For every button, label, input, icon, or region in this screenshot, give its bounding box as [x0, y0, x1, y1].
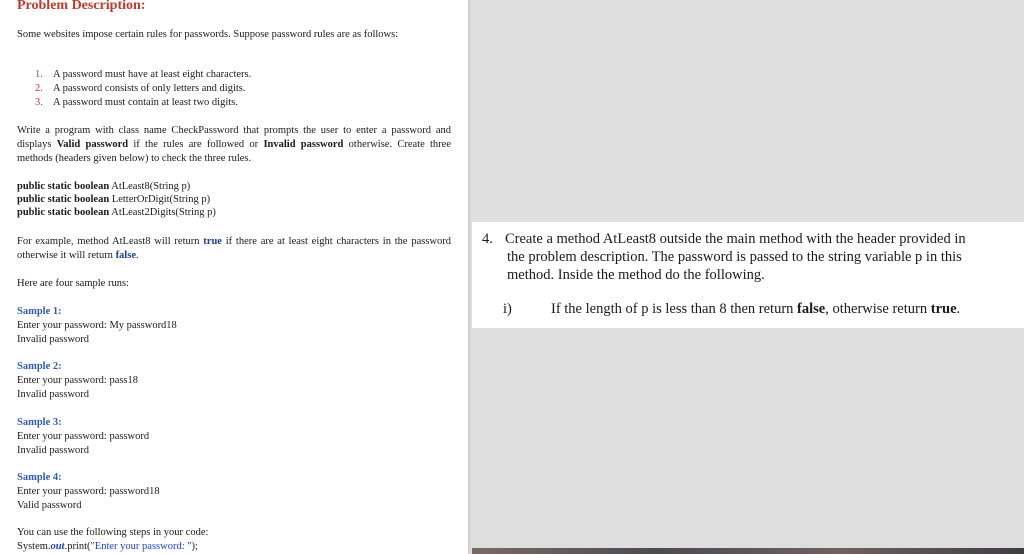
sample-output-line: Invalid password — [17, 389, 90, 400]
false-keyword: false — [115, 250, 136, 261]
sample-title: Sample 2: — [17, 361, 62, 372]
sample-output-line: Invalid password — [17, 445, 90, 456]
sub-text-1: If the length of p is less than 8 then return — [551, 301, 798, 317]
signature-name: LetterOrDigit(String p) — [109, 194, 211, 205]
signature-modifier: public static boolean — [17, 194, 110, 205]
code-string: "Enter your password: " — [90, 541, 192, 552]
bottom-strip — [472, 548, 1024, 554]
sample-title: Sample 1: — [17, 306, 62, 317]
sample-output-line: Invalid password — [17, 334, 90, 345]
sample-runs-intro: Here are four sample runs: — [17, 278, 129, 289]
sub-text-2: , otherwise return — [825, 301, 931, 317]
rule-text: A password consists of only letters and digits. — [53, 83, 246, 94]
rule-1 — [35, 68, 251, 82]
step-line-2: the problem description. The password is passed to the string variable p in this — [507, 249, 962, 265]
sample-prompt-line: Enter your password: pass18 — [17, 375, 139, 386]
method-signature-3 — [17, 206, 216, 219]
sub-text-3: . — [956, 301, 961, 317]
gray-area-top — [472, 0, 1024, 222]
instruction-panel — [472, 222, 1024, 328]
example-text-2: if there are at least eight characters in the password otherwise it will return — [17, 236, 451, 261]
rule-3 — [35, 96, 238, 110]
valid-password-term: Valid password — [56, 139, 129, 150]
problem-description-panel — [0, 0, 468, 554]
invalid-password-term: Invalid password — [263, 139, 344, 150]
steps-intro: You can use the following steps in your code: — [17, 527, 209, 538]
true-keyword: true — [203, 236, 222, 247]
sub-true-keyword: true — [930, 301, 957, 317]
rule-number: 2. — [35, 83, 43, 94]
sample-4 — [17, 471, 160, 512]
sample-output-line: Valid password — [17, 500, 82, 511]
rule-text: A password must contain at least two digits. — [53, 97, 238, 108]
write-paragraph — [17, 124, 451, 166]
rule-2 — [35, 82, 246, 96]
gray-area-bottom — [472, 328, 1024, 548]
method-signature-1 — [17, 180, 190, 193]
example-text-3: . — [135, 250, 139, 261]
method-signature-2 — [17, 193, 210, 206]
sample-title: Sample 3: — [17, 417, 62, 428]
step-line-3: method. Inside the method do the following. — [507, 267, 765, 283]
sub-false-keyword: false — [797, 301, 826, 317]
write-text-3: otherwise. Create three methods (headers given below) to check the three rules. — [17, 139, 451, 164]
step-line-1: Create a method AtLeast8 outside the main method with the header provided in — [505, 231, 966, 247]
signature-name: AtLeast2Digits(String p) — [109, 207, 216, 218]
rule-number: 1. — [35, 69, 43, 80]
write-text-1: Write a program with class name CheckPassword that prompts the user to enter a password and displays — [17, 125, 451, 150]
example-text-1: For example, method AtLeast8 will return — [17, 236, 204, 247]
signature-modifier: public static boolean — [17, 181, 110, 192]
code-prefix: System. — [17, 541, 51, 552]
code-middle: .print( — [64, 541, 91, 552]
sample-3 — [17, 416, 149, 457]
sample-prompt-line: Enter your password: password18 — [17, 486, 160, 497]
sample-2 — [17, 360, 138, 401]
write-text-2: if the rules are followed or — [128, 139, 264, 150]
sample-prompt-line: Enter your password: password — [17, 431, 150, 442]
sub-step-text — [551, 300, 960, 318]
rule-text: A password must have at least eight characters. — [53, 69, 252, 80]
sample-prompt-line: Enter your password: My password18 — [17, 320, 177, 331]
sample-1 — [17, 305, 177, 346]
step-number: 4. — [482, 231, 493, 247]
code-out: out — [50, 541, 65, 552]
rule-number: 3. — [35, 97, 43, 108]
sub-step-number: i) — [503, 301, 512, 317]
heading: Problem Description: — [17, 0, 146, 13]
intro-paragraph: Some websites impose certain rules for passwords. Suppose password rules are as follows: — [17, 29, 399, 40]
signature-name: AtLeast8(String p) — [109, 181, 191, 192]
code-suffix: ); — [191, 541, 198, 552]
example-paragraph — [17, 235, 451, 263]
code-line — [17, 540, 198, 553]
sample-title: Sample 4: — [17, 472, 62, 483]
signature-modifier: public static boolean — [17, 207, 110, 218]
